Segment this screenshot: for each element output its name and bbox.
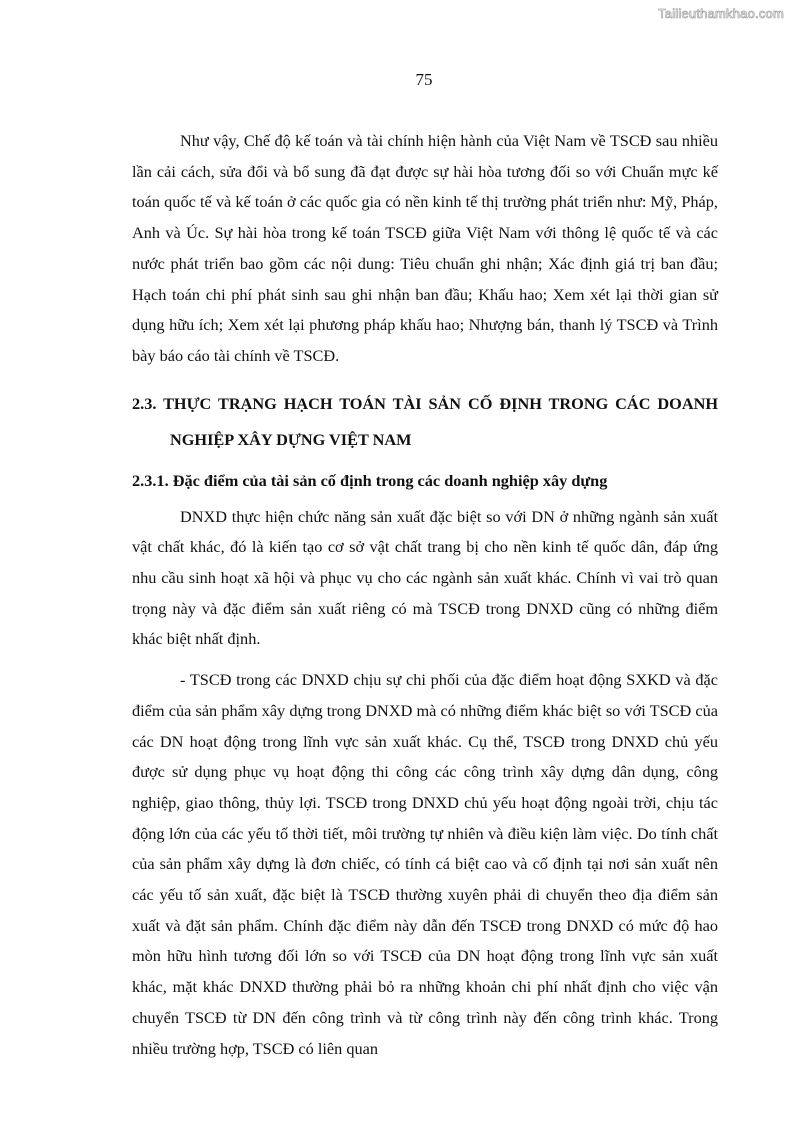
paragraph-body-2: - TSCĐ trong các DNXD chịu sự chi phối của đặc điểm hoạt động SXKD và đặc điểm của sản phẩm xây dựng trong DNXD mà có những điểm khác biệt so với TSCĐ của các DN hoạt động trong lĩnh vực sản xuất khác. Cụ thể, TSCĐ trong DNXD chủ yếu được sử dụng phục vụ hoạt động thi công các công trình xây dựng dân dụng, công nghiệp, giao thông, thủy lợi. TSCĐ trong DNXD chủ yếu hoạt động ngoài trời, chịu tác động lớn của các yếu tố thời tiết, môi trường tự nhiên và điều kiện làm việc. Do tính chất của sản phẩm xây dựng là đơn chiếc, có tính cá biệt cao và cố định tại nơi sản xuất nên các yếu tố sản xuất, đặc biệt là TSCĐ thường xuyên phải di chuyển theo địa điểm sản xuất và đặt sản phẩm. Chính đặc điểm này dẫn đến TSCĐ trong DNXD có mức độ hao mòn hữu hình tương đối lớn so với TSCĐ của DN hoạt động trong lĩnh vực sản xuất khác, mặt khác DNXD thường phải bỏ ra những khoản chi phí nhất định cho việc vận chuyển TSCĐ từ DN đến công trình và từ công trình này đến công trình khác. Trong nhiều trường hợp, TSCĐ có liên quan bbox=[132, 670, 718, 1058]
section-heading-2-3: 2.3. THỰC TRẠNG HẠCH TOÁN TÀI SẢN CỐ ĐỊNH TRONG CÁC DOANH NGHIỆP XÂY DỰNG VIỆT NAM bbox=[132, 393, 718, 449]
watermark-text: Tailieuthamkhao.com bbox=[658, 6, 784, 21]
page-number: 75 bbox=[415, 70, 433, 89]
document-body bbox=[132, 126, 718, 1064]
paragraph-intro: Như vậy, Chế độ kế toán và tài chính hiện hành của Việt Nam về TSCĐ sau nhiều lần cải cách, sửa đổi và bổ sung đã đạt được sự hài hòa tương đối so với Chuẩn mực kế toán quốc tế và kế toán ở các quốc gia có nền kinh tế thị trường phát triển như: Mỹ, Pháp, Anh và Úc. Sự hài hòa trong kế toán TSCĐ giữa Việt Nam với thông lệ quốc tế và các nước phát triển bao gồm các nội dung: Tiêu chuẩn ghi nhận; Xác định giá trị ban đầu; Hạch toán chi phí phát sinh sau ghi nhận ban đầu; Khấu hao; Xem xét lại thời gian sử dụng hữu ích; Xem xét lại phương pháp khấu hao; Nhượng bán, thanh lý TSCĐ và Trình bày báo cáo tài chính về TSCĐ. bbox=[132, 131, 718, 365]
subsection-heading-2-3-1: 2.3.1. Đặc điểm của tài sản cố định trong các doanh nghiệp xây dựng bbox=[132, 470, 608, 490]
paragraph-body-1: DNXD thực hiện chức năng sản xuất đặc biệt so với DN ở những ngành sản xuất vật chất khác, đó là kiến tạo cơ sở vật chất trang bị cho nền kinh tế quốc dân, đáp ứng nhu cầu sinh hoạt xã hội và phục vụ cho các ngành sản xuất khác. Chính vì vai trò quan trọng này và đặc điểm sản xuất riêng có mà TSCĐ trong DNXD cũng có những điểm khác biệt nhất định. bbox=[132, 506, 718, 649]
